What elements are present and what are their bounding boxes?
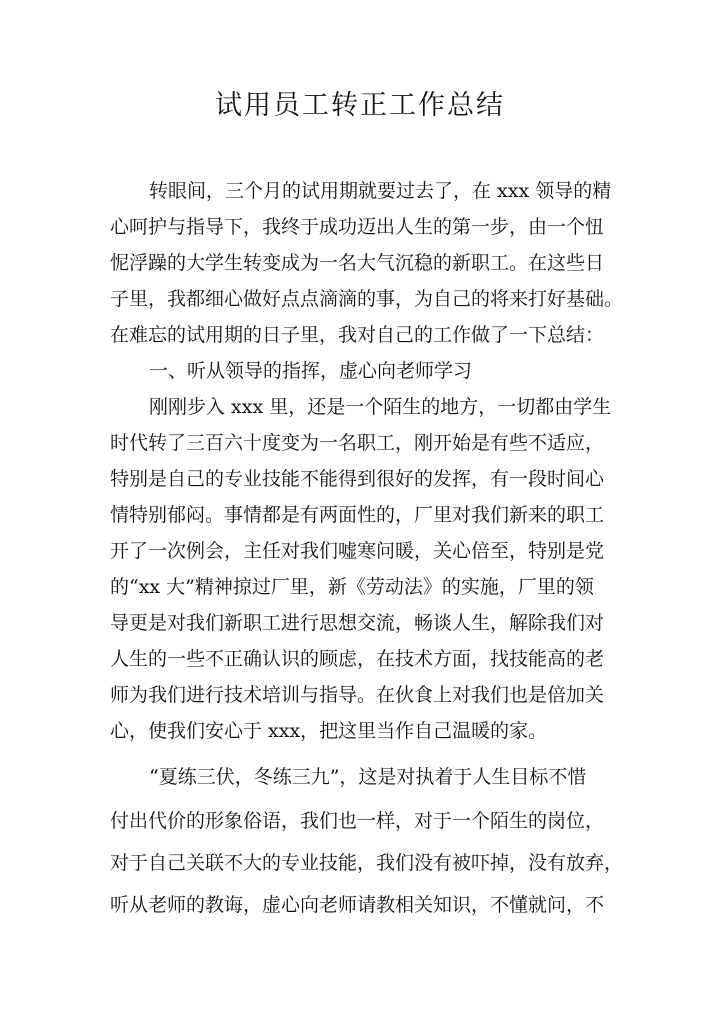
body-line: 在难忘的试用期的日子里，我对自己的工作做了一下总结： [110,324,605,346]
body-line: 付出代价的形象俗语，我们也一样，对于一个陌生的岗位， [110,810,605,832]
body-line: 心，使我们安心于 xxx，把这里当作自己温暖的家。 [110,720,548,742]
body-line: 对于自己关联不大的专业技能，我们没有被吓掉，没有放弃， [110,852,624,874]
body-line: 听从老师的教诲，虚心向老师请教相关知识，不懂就问，不 [110,894,605,916]
body-line: 心呵护与指导下，我终于成功迈出人生的第一步，由一个忸 [110,216,605,238]
body-line: 刚刚步入 xxx 里，还是一个陌生的地方，一切都由学生 [149,396,612,418]
body-line: 时代转了三百六十度变为一名职工，刚开始是有些不适应， [110,432,605,454]
body-line: 开了一次例会，主任对我们嘘寒问暖，关心倍至，特别是党 [110,540,605,562]
body-line: “夏练三伏，冬练三九”，这是对执着于人生目标不惜 [149,766,587,788]
body-line: 导更是对我们新职工进行思想交流，畅谈人生，解除我们对 [110,612,605,634]
body-line: 师为我们进行技术培训与指导。在伙食上对我们也是倍加关 [110,684,605,706]
section-heading: 一、听从领导的指挥，虚心向老师学习 [149,360,473,382]
body-line: 人生的一些不正确认识的顾虑，在技术方面，找技能高的老 [110,648,605,670]
body-line: 的“xx 大”精神掠过厂里，新《劳动法》的实施，厂里的领 [110,576,594,598]
body-line: 转眼间，三个月的试用期就要过去了，在 xxx 领导的精 [149,180,612,202]
body-line: 子里，我都细心做好点点滴滴的事，为自己的将来打好基础。 [110,288,624,310]
body-line: 怩浮躁的大学生转变成为一名大气沉稳的新职工。在这些日 [110,252,605,274]
body-line: 特别是自己的专业技能不能得到很好的发挥，有一段时间心 [110,468,605,490]
document-title: 试用员工转正工作总结 [215,90,505,121]
body-line: 情特别郁闷。事情都是有两面性的，厂里对我们新来的职工 [110,504,605,526]
